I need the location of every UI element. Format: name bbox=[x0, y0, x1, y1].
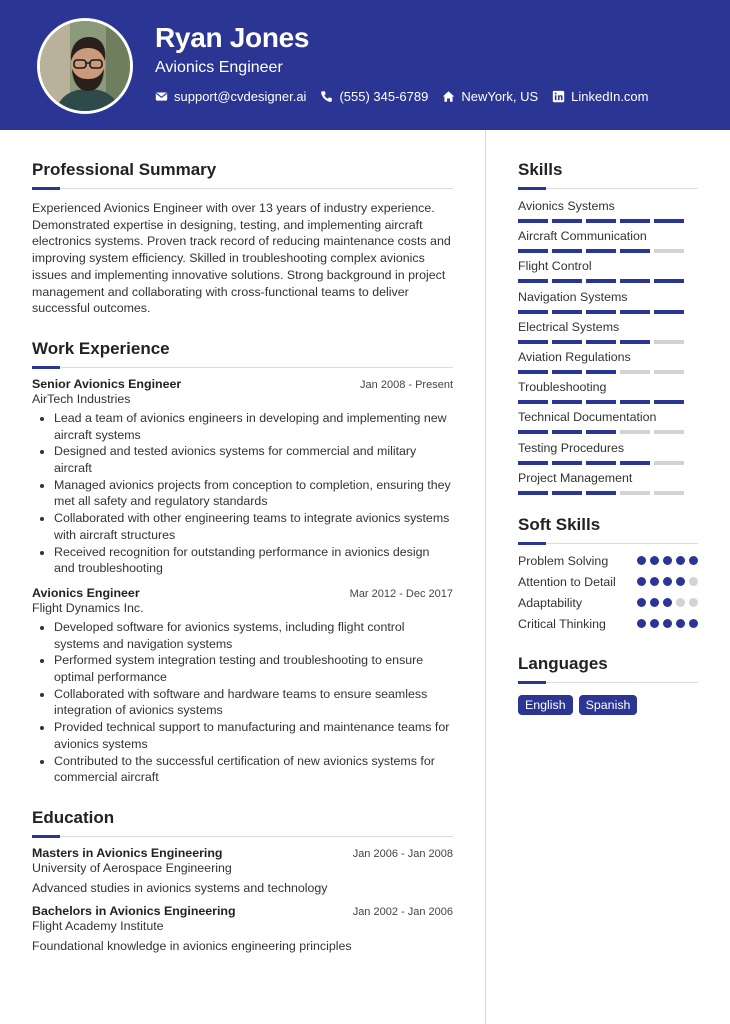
soft-skill-name: Problem Solving bbox=[518, 553, 609, 568]
skill-level-segment bbox=[586, 340, 616, 344]
languages-section bbox=[518, 654, 698, 715]
skill-level-segment bbox=[552, 430, 582, 434]
rating-dot bbox=[689, 619, 698, 628]
rating-dot bbox=[637, 577, 646, 586]
section-rule bbox=[518, 543, 698, 544]
education-date: Jan 2006 - Jan 2008 bbox=[352, 847, 453, 860]
job-bullet: • Collaborated with software and hardware teams to ensure seamless integration of avionics systems bbox=[54, 686, 453, 719]
skill-item bbox=[518, 290, 698, 320]
rating-dot bbox=[663, 598, 672, 607]
skill-level-segment bbox=[620, 400, 650, 404]
soft-skill-item bbox=[518, 616, 698, 633]
rating-dot bbox=[676, 619, 685, 628]
soft-skill-item bbox=[518, 553, 698, 570]
skill-level-segment bbox=[654, 310, 684, 314]
skill-level-segment bbox=[552, 461, 582, 465]
skill-level-segment bbox=[552, 340, 582, 344]
skill-level-segment bbox=[552, 279, 582, 283]
rating-dot bbox=[637, 619, 646, 628]
skills-section bbox=[518, 160, 698, 501]
skill-level-segment bbox=[552, 219, 582, 223]
summary-text: Experienced Avionics Engineer with over 13 years of industry experience. Demonstrated expertise in designing, testing, and implementing aircraft electronics systems. Proven track record of reducing maintenance costs and improving system efficiency. Skilled in troubleshooting complex avionics issues and implementing innovative solutions. Strong background in project management and collaborating with cross-functional teams to deliver successful outcomes. bbox=[32, 201, 451, 316]
skill-name: Testing Procedures bbox=[518, 440, 625, 455]
skill-level-segment bbox=[586, 249, 616, 253]
skill-level-segment bbox=[654, 400, 684, 404]
skills-list bbox=[518, 199, 698, 501]
envelope-icon bbox=[155, 90, 168, 103]
soft-skill-name: Attention to Detail bbox=[518, 574, 616, 589]
rating-dot bbox=[650, 577, 659, 586]
section-rule bbox=[32, 188, 453, 189]
soft-skills-section bbox=[518, 515, 698, 633]
skill-level-segment bbox=[654, 491, 684, 495]
skill-level-segment bbox=[586, 430, 616, 434]
degree-title: Bachelors in Avionics Engineering bbox=[32, 903, 236, 918]
sidebar-column bbox=[518, 160, 698, 715]
job-company: AirTech Industries bbox=[32, 391, 131, 406]
skill-level-segment bbox=[552, 370, 582, 374]
education-section bbox=[32, 808, 453, 953]
skill-level-bar bbox=[518, 370, 698, 374]
contact-email[interactable] bbox=[155, 89, 306, 104]
column-divider bbox=[485, 130, 486, 1024]
location-text: NewYork, US bbox=[461, 89, 539, 104]
rating-dot bbox=[637, 556, 646, 565]
skill-level-segment bbox=[518, 461, 548, 465]
skill-item bbox=[518, 471, 698, 501]
phone-icon bbox=[320, 90, 333, 103]
skill-level-segment bbox=[654, 430, 684, 434]
skill-level-segment bbox=[518, 310, 548, 314]
soft-skills-heading: Soft Skills bbox=[518, 514, 601, 534]
linkedin-icon bbox=[552, 90, 565, 103]
job-bullet: • Lead a team of avionics engineers in developing and implementing new aircraft systems bbox=[54, 410, 453, 443]
job-bullet: • Performed system integration testing and troubleshooting to ensure optimal performance bbox=[54, 652, 453, 685]
skill-level-segment bbox=[586, 461, 616, 465]
skill-level-segment bbox=[620, 430, 650, 434]
skill-level-segment bbox=[620, 461, 650, 465]
rating-dot bbox=[663, 619, 672, 628]
job-entry bbox=[32, 377, 453, 577]
skill-level-segment bbox=[620, 491, 650, 495]
skill-level-segment bbox=[654, 219, 684, 223]
skill-item bbox=[518, 229, 698, 259]
job-company: Flight Dynamics Inc. bbox=[32, 600, 144, 615]
skill-level-bar bbox=[518, 430, 698, 434]
soft-skill-rating bbox=[637, 598, 698, 607]
rating-dot bbox=[663, 577, 672, 586]
contact-linkedin[interactable] bbox=[552, 89, 648, 104]
soft-skills-list bbox=[518, 553, 698, 633]
skill-name: Aircraft Communication bbox=[518, 229, 647, 244]
rating-dot bbox=[676, 598, 685, 607]
skill-level-bar bbox=[518, 279, 698, 283]
skill-name: Avionics Systems bbox=[518, 199, 615, 213]
skill-level-segment bbox=[552, 491, 582, 495]
job-bullet: • Contributed to the successful certification of new avionics systems for commercial aircraft bbox=[54, 753, 453, 786]
job-date: Jan 2008 - Present bbox=[360, 378, 453, 391]
avatar-photo bbox=[40, 21, 133, 114]
languages-list bbox=[518, 695, 698, 715]
skill-level-segment bbox=[518, 279, 548, 283]
rating-dot bbox=[650, 619, 659, 628]
skill-name: Project Management bbox=[518, 470, 633, 485]
skill-item bbox=[518, 320, 698, 350]
job-bullet: • Collaborated with other engineering teams to integrate avionics systems with aircraft structures bbox=[54, 510, 453, 543]
job-bullet: • Managed avionics projects from conception to completion, ensuring they met all safety and regulatory standards bbox=[54, 477, 453, 510]
job-bullets bbox=[32, 410, 453, 577]
skill-level-bar bbox=[518, 219, 698, 223]
skill-item bbox=[518, 199, 698, 229]
soft-skill-item bbox=[518, 595, 698, 612]
soft-skill-rating bbox=[637, 577, 698, 586]
skill-name: Navigation Systems bbox=[518, 289, 628, 304]
languages-heading: Languages bbox=[518, 654, 608, 674]
skill-item bbox=[518, 350, 698, 380]
skill-level-bar bbox=[518, 340, 698, 344]
education-entry bbox=[32, 846, 453, 895]
skill-level-segment bbox=[552, 400, 582, 404]
skill-level-segment bbox=[518, 491, 548, 495]
education-entry bbox=[32, 904, 453, 953]
skill-level-segment bbox=[586, 219, 616, 223]
skill-level-segment bbox=[654, 461, 684, 465]
skill-level-bar bbox=[518, 461, 698, 465]
skill-name: Aviation Regulations bbox=[518, 349, 631, 364]
skill-item bbox=[518, 259, 698, 289]
job-bullet: • Designed and tested avionics systems for commercial and military aircraft bbox=[54, 443, 453, 476]
main-column bbox=[32, 160, 453, 953]
candidate-name: Ryan Jones bbox=[155, 22, 310, 53]
avatar bbox=[37, 18, 133, 114]
job-bullets bbox=[32, 619, 453, 786]
skill-name: Flight Control bbox=[518, 259, 592, 274]
school-name: University of Aerospace Engineering bbox=[32, 860, 232, 875]
skill-name: Troubleshooting bbox=[518, 380, 607, 395]
degree-title: Masters in Avionics Engineering bbox=[32, 845, 223, 860]
soft-skill-item bbox=[518, 574, 698, 591]
job-title: Senior Avionics Engineer bbox=[32, 376, 182, 391]
skill-level-segment bbox=[586, 491, 616, 495]
section-rule bbox=[32, 367, 453, 368]
job-bullet: • Provided technical support to manufacturing and maintenance teams for avionics systems bbox=[54, 719, 453, 752]
skill-level-segment bbox=[620, 370, 650, 374]
rating-dot bbox=[663, 556, 672, 565]
rating-dot bbox=[689, 556, 698, 565]
skill-level-segment bbox=[620, 219, 650, 223]
summary-section bbox=[32, 160, 453, 317]
skill-level-segment bbox=[654, 279, 684, 283]
skill-name: Electrical Systems bbox=[518, 319, 620, 334]
education-description: Advanced studies in avionics systems and technology bbox=[32, 880, 328, 895]
contact-phone[interactable] bbox=[320, 89, 428, 104]
contact-location bbox=[442, 89, 538, 104]
skill-level-segment bbox=[518, 430, 548, 434]
skill-level-segment bbox=[552, 249, 582, 253]
skill-item bbox=[518, 441, 698, 471]
skill-level-segment bbox=[620, 249, 650, 253]
experience-section bbox=[32, 339, 453, 786]
skill-level-segment bbox=[654, 370, 684, 374]
linkedin-text: LinkedIn.com bbox=[571, 89, 649, 104]
section-rule bbox=[518, 682, 698, 683]
job-bullet: • Developed software for avionics systems, including flight control systems and navigation systems bbox=[54, 619, 453, 652]
skill-level-segment bbox=[620, 340, 650, 344]
rating-dot bbox=[676, 556, 685, 565]
skill-level-segment bbox=[620, 279, 650, 283]
home-icon bbox=[442, 90, 455, 103]
school-name: Flight Academy Institute bbox=[32, 918, 164, 933]
job-date: Mar 2012 - Dec 2017 bbox=[349, 587, 453, 600]
skill-level-segment bbox=[518, 370, 548, 374]
rating-dot bbox=[650, 598, 659, 607]
rating-dot bbox=[650, 556, 659, 565]
skills-heading: Skills bbox=[518, 160, 563, 179]
skill-level-segment bbox=[552, 310, 582, 314]
soft-skill-rating bbox=[637, 556, 698, 565]
skill-level-segment bbox=[620, 310, 650, 314]
phone-text: (555) 345-6789 bbox=[339, 89, 429, 104]
section-rule bbox=[518, 188, 698, 189]
summary-heading: Professional Summary bbox=[32, 160, 217, 179]
skill-level-segment bbox=[654, 340, 684, 344]
skill-level-segment bbox=[654, 249, 684, 253]
skill-level-segment bbox=[518, 340, 548, 344]
rating-dot bbox=[689, 598, 698, 607]
skill-item bbox=[518, 410, 698, 440]
education-description: Foundational knowledge in avionics engineering principles bbox=[32, 938, 352, 953]
skill-level-bar bbox=[518, 400, 698, 404]
skill-name: Technical Documentation bbox=[518, 410, 657, 425]
skill-level-bar bbox=[518, 249, 698, 253]
language-badge: English bbox=[518, 695, 573, 715]
skill-level-segment bbox=[586, 279, 616, 283]
skill-level-segment bbox=[586, 400, 616, 404]
soft-skill-name: Adaptability bbox=[518, 595, 583, 610]
job-title: Avionics Engineer bbox=[32, 585, 140, 600]
candidate-title: Avionics Engineer bbox=[155, 59, 283, 76]
education-heading: Education bbox=[32, 807, 115, 827]
education-date: Jan 2002 - Jan 2006 bbox=[352, 905, 453, 918]
skill-level-segment bbox=[518, 219, 548, 223]
skill-level-segment bbox=[586, 310, 616, 314]
soft-skill-rating bbox=[637, 619, 698, 628]
soft-skill-name: Critical Thinking bbox=[518, 616, 606, 631]
header bbox=[0, 0, 730, 130]
rating-dot bbox=[637, 598, 646, 607]
contact-list bbox=[155, 89, 649, 104]
skill-level-bar bbox=[518, 310, 698, 314]
email-text: support@cvdesigner.ai bbox=[174, 89, 307, 104]
rating-dot bbox=[676, 577, 685, 586]
skill-item bbox=[518, 380, 698, 410]
experience-heading: Work Experience bbox=[32, 338, 170, 358]
skill-level-segment bbox=[518, 400, 548, 404]
job-bullet: • Received recognition for outstanding performance in avionics design and troubleshooting bbox=[54, 544, 453, 577]
job-entry bbox=[32, 586, 453, 786]
skill-level-segment bbox=[518, 249, 548, 253]
rating-dot bbox=[689, 577, 698, 586]
section-rule bbox=[32, 836, 453, 837]
language-badge: Spanish bbox=[579, 695, 638, 715]
skill-level-bar bbox=[518, 491, 698, 495]
skill-level-segment bbox=[586, 370, 616, 374]
